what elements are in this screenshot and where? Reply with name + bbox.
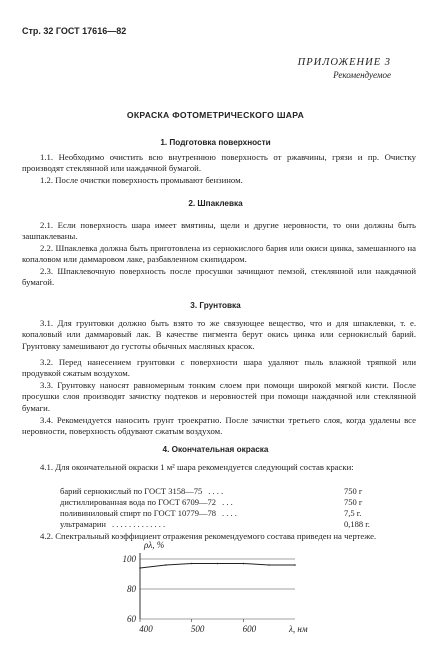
reflectance-chart	[110, 537, 310, 635]
composition-name: ультрамарин	[60, 519, 106, 529]
data-point	[165, 564, 167, 566]
y-tick-label: 80	[127, 584, 136, 594]
appendix-subtitle: Рекомендуемое	[333, 70, 391, 80]
composition-name: дистиллированная вода по ГОСТ 6709—72	[60, 497, 217, 507]
paragraph: 2.3. Шпаклевочную поверхность после просушки зачищают пемзой, стеклянной или наждачной бумагой.	[22, 266, 416, 288]
paragraph: 1.1. Необходимо очистить всю внутреннюю поверхность от ржавчины, грязи и пр. Очистку производят стеклянной или наждачной бумагой.	[22, 152, 416, 174]
composition-row	[60, 508, 380, 519]
composition-name: барий сернокислый по ГОСТ 3158—75	[60, 486, 203, 496]
y-axis-label: ρλ, %	[144, 540, 165, 550]
appendix-block	[298, 56, 391, 82]
composition-name: поливиниловый спирт по ГОСТ 10779—78	[60, 508, 216, 518]
composition-row	[60, 519, 380, 530]
x-tick-label: 600	[242, 624, 257, 634]
section-heading: 1. Подготовка поверхности	[160, 138, 271, 147]
composition-value: 0,188 г.	[344, 519, 370, 529]
x-tick-label: 400	[139, 624, 153, 634]
paragraph: 3.1. Для грунтовки должно быть взято то же связующее вещество, что и для шпаклевки, т. е. копаловый или даммаровый лак. В качестве пигмента берут окись цинка или сернокислый барий. Грунтовку замешивают до густоты обычных масляных красок.	[22, 318, 416, 351]
paragraph: 1.2. После очистки поверхность промывают бензином.	[40, 175, 243, 185]
section-heading: 3. Грунтовка	[190, 301, 241, 310]
y-tick-label: 60	[127, 614, 136, 624]
data-point	[191, 563, 193, 565]
composition-list	[60, 486, 380, 530]
leader-dots: . . . .	[221, 508, 237, 518]
section-heading: 4. Окончательная окраска	[162, 445, 269, 454]
x-tick-label: 500	[190, 624, 205, 634]
x-axis-label: λ, нм	[289, 624, 308, 634]
section-heading: 2. Шпаклевка	[188, 199, 243, 208]
document-title: ОКРАСКА ФОТОМЕТРИЧЕСКОГО ШАРА	[126, 110, 305, 120]
paragraph: 2.1. Если поверхность шара имеет вмятины, щели и другие неровности, то они должны быть зашпаклеваны.	[22, 220, 416, 242]
data-point	[217, 563, 219, 565]
paragraph: 4.2. Спектральный коэффициент отражения рекомендуемого состава приведен на чертеже.	[40, 531, 377, 541]
data-point	[294, 564, 296, 566]
data-point	[243, 563, 245, 565]
composition-row	[60, 486, 380, 497]
composition-value: 750 г	[344, 486, 363, 496]
leader-dots: . . . .	[208, 486, 224, 496]
paragraph: 3.3. Грунтовку наносят равномерным тонким слоем при помощи широкой мягкой кисти. После просушки слоя производят зачистку подтеков и неровностей при помощи наждачной или стеклянной бумаги.	[22, 380, 416, 413]
page-header: Стр. 32 ГОСТ 17616—82	[22, 26, 127, 36]
appendix-title: ПРИЛОЖЕНИЕ 3	[297, 57, 391, 68]
leader-dots: . . .	[222, 497, 233, 507]
data-point	[268, 564, 270, 566]
data-point	[139, 567, 141, 569]
composition-row	[60, 497, 380, 508]
y-tick-label: 100	[122, 554, 136, 564]
paragraph: 2.2. Шпаклевка должна быть приготовлена из сернокислого бария или окиси цинка, замешанного на копаловом или даммаровом лаке, разбавленном скипидаром.	[22, 243, 416, 265]
composition-value: 7,5 г.	[344, 508, 362, 518]
paragraph: 3.2. Перед нанесением грунтовки с поверхности шара удаляют пыль влажной тряпкой или продувкой сжатым воздухом.	[22, 357, 416, 379]
leader-dots: . . . . . . . . . . . . .	[111, 519, 166, 529]
paragraph: 3.4. Рекомендуется наносить грунт троекратно. После зачистки третьего слоя, когда удалены все неровности, поверхность обдувают сжатым воздухом.	[22, 415, 416, 437]
composition-value: 750 г	[344, 497, 363, 507]
paragraph: 4.1. Для окончательной окраски 1 м² шара рекомендуется следующий состав краски:	[40, 462, 354, 472]
